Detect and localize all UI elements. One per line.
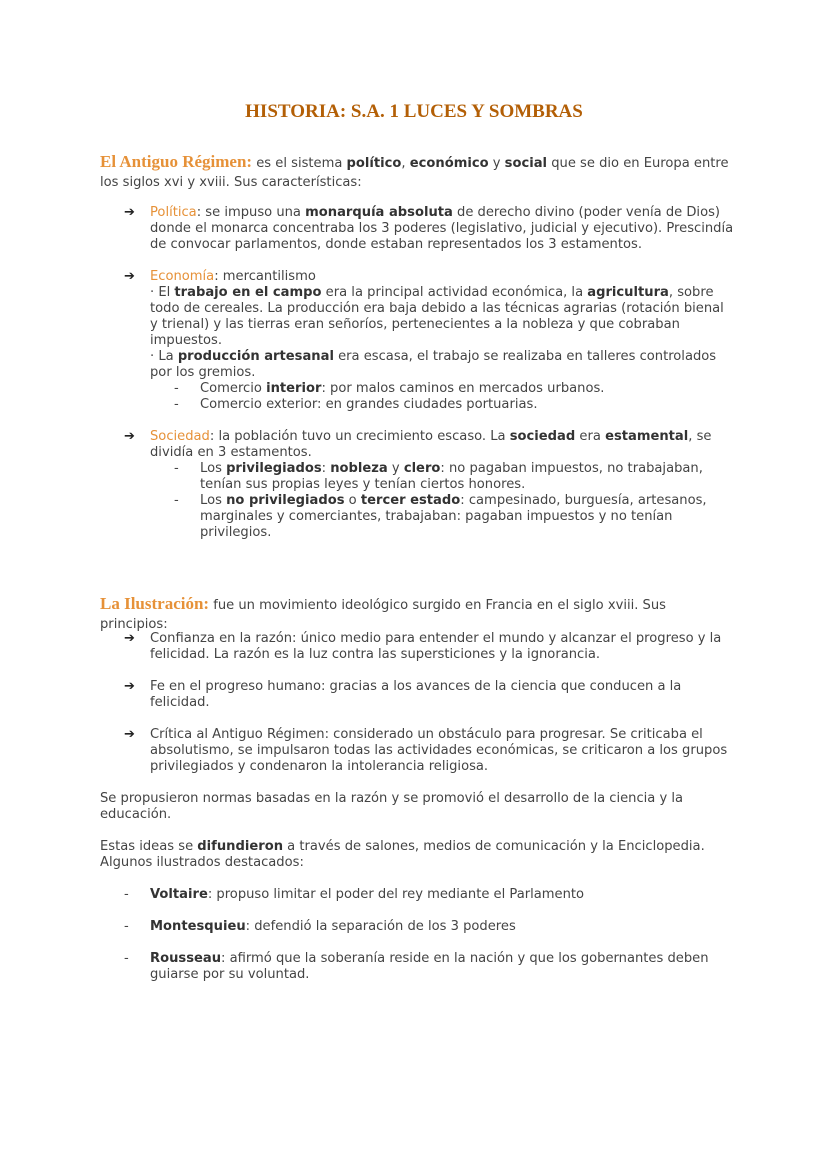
economia-artesanal: · La producción artesanal era escasa, el trabajo se realizaba en talleres controlados por los gremios.: [150, 349, 717, 380]
antiguo-regimen-intro: El Antiguo Régimen: es el sistema político, económico y social que se dio en Europa entre los siglos xvi y xviii. Sus características:: [100, 152, 729, 190]
arrow-icon: ➔: [124, 679, 135, 694]
economia-campo: · El trabajo en el campo era la principal actividad económica, la agricultura, sobre todo de cereales. La producción era baja debido a las técnicas agrarias (rotación bienal y trienal) y las tierras eran señoríos, pertenecientes a la nobleza y que cobraban impuestos.: [150, 285, 724, 348]
page-title: HISTORIA: S.A. 1 LUCES Y SOMBRAS: [245, 101, 583, 122]
comercio-interior: - Comercio interior: por malos caminos en mercados urbanos.: [174, 381, 605, 396]
economia-label: Economía: [150, 269, 215, 284]
difusion-paragraph: Estas ideas se difundieron a través de salones, medios de comunicación y la Enciclopedia. Algunos ilustrados destacados:: [100, 839, 705, 870]
ilustracion-heading: La Ilustración:: [100, 594, 210, 613]
arrow-icon: ➔: [124, 205, 135, 220]
normas-paragraph: Se propusieron normas basadas en la razón y se promovió el desarrollo de la ciencia y la educación.: [100, 791, 684, 822]
politica-item: ➔ Política: se impuso una monarquía absoluta de derecho divino (poder venía de Dios) donde el monarca concentraba los 3 poderes (legislativo, judicial y ejecutivo). Prescindía de convocar parlamentos, donde estaban representados los 3 estamentos.: [124, 205, 734, 252]
sociedad-item: ➔ Sociedad: la población tuvo un crecimiento escaso. La sociedad era estamental, se dividía en 3 estamentos. - Los privilegiados: nobleza y clero: no pagaban impuestos, no trabajaban, tenían sus propias leyes y tenían ciertos honores. - Los no privilegiados o tercer estado: campesinado, burguesía, artesanos, marginales y comerciantes, trabajaban: pagaban impuestos y no tenían privilegios.: [124, 429, 734, 541]
principio-critica: ➔ Crítica al Antiguo Régimen: considerado un obstáculo para progresar. Se criticaba el absolutismo, se impulsaron todas las actividades económicas, se criticaron a los grupos privilegiados y condenaron la intolerancia religiosa.: [124, 727, 728, 774]
arrow-icon: ➔: [124, 429, 135, 444]
no-privilegiados: - Los no privilegiados o tercer estado: campesinado, burguesía, artesanos, marginales y comerciantes, trabajaban: pagaban impuestos y no tenían privilegios.: [174, 493, 707, 540]
principio-progreso: ➔ Fe en el progreso humano: gracias a los avances de la ciencia que conducen a la felicidad.: [124, 679, 682, 710]
principio-razon: ➔ Confianza en la razón: único medio para entender el mundo y alcanzar el progreso y la felicidad. La razón es la luz contra las supersticiones y la ignorancia.: [124, 631, 722, 662]
politica-label: Política: [150, 205, 197, 220]
ilustrado-rousseau: - Rousseau: afirmó que la soberanía reside en la nación y que los gobernantes deben guiarse por su voluntad.: [124, 951, 709, 982]
arrow-icon: ➔: [124, 269, 135, 284]
ilustrado-montesquieu: - Montesquieu: defendió la separación de los 3 poderes: [124, 919, 516, 934]
arrow-icon: ➔: [124, 727, 135, 742]
comercio-exterior: - Comercio exterior: en grandes ciudades portuarias.: [174, 397, 538, 412]
ilustrado-voltaire: - Voltaire: propuso limitar el poder del rey mediante el Parlamento: [124, 887, 585, 902]
antiguo-regimen-heading: El Antiguo Régimen:: [100, 152, 253, 171]
sociedad-label: Sociedad: [150, 429, 210, 444]
privilegiados: - Los privilegiados: nobleza y clero: no pagaban impuestos, no trabajaban, tenían sus propias leyes y tenían ciertos honores.: [174, 461, 703, 492]
economia-item: ➔ Economía: mercantilismo · El trabajo en el campo era la principal actividad económica, la agricultura, sobre todo de cereales. La producción era baja debido a las técnicas agrarias (rotación bienal y trienal) y las tierras eran señoríos, pertenecientes a la nobleza y que cobraban impuestos. · La producción artesanal era escasa, el trabajo se realizaba en talleres controlados por los gremios. - Comercio interior: por malos caminos en mercados urbanos. - Comercio exterior: en grandes ciudades portuarias.: [124, 269, 734, 413]
ilustracion-intro: La Ilustración: fue un movimiento ideológico surgido en Francia en el siglo xviii. Sus principios:: [100, 594, 666, 632]
arrow-icon: ➔: [124, 631, 135, 646]
